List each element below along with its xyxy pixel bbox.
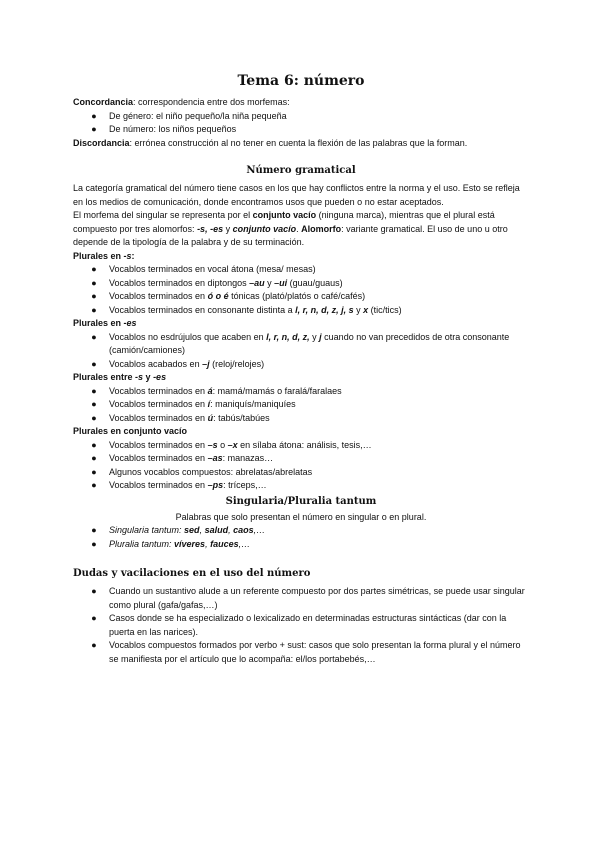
text: Vocablos terminados en: [109, 399, 208, 409]
singularia-subtitle: Palabras que solo presentan el número en singular o en plural.: [175, 511, 427, 522]
text: cuando no van precedidos de otra consonante (camión/camiones): [109, 331, 510, 355]
text: en sílaba átona: análisis, tesis,…: [237, 439, 372, 450]
text: El morfema del singular se representa por el: [73, 210, 253, 220]
text: ,: [199, 525, 205, 535]
list-item: [73, 277, 529, 291]
text-bold: víveres: [174, 538, 206, 549]
text-bold: á: [207, 385, 213, 396]
text: : manazas…: [222, 453, 274, 463]
subsection-heading-plurales-s: [73, 250, 529, 264]
bullet-icon: ●: [91, 480, 97, 490]
list-item: [73, 290, 529, 304]
text: Vocablos terminados en: [109, 412, 208, 423]
singularia-list: [73, 524, 529, 551]
text-bold: –au: [249, 277, 265, 288]
text: ,…: [238, 538, 251, 549]
text-bold: fauces: [210, 538, 239, 549]
text: ,…: [253, 525, 266, 535]
text-bold: j: [319, 331, 322, 342]
bullet-icon: ●: [91, 586, 97, 596]
text-bold: caos: [233, 525, 254, 535]
text: tónicas (plató/platós o café/cafés): [228, 291, 366, 301]
text-bold: y: [143, 372, 154, 382]
text-bold: Plurales en: [73, 318, 124, 328]
text: Vocablos no esdrújulos que acaben en: [109, 331, 267, 342]
list-item: [73, 538, 529, 552]
section-heading-singularia: Singularia/Pluralia tantum: [225, 495, 377, 507]
paragraph: La categoría gramatical del número tiene casos en los que hay conflictos entre la norma y el uso. Esto se refleja en los medios de comunicación, donde encontramos usos que pueden o no estar aceptados.: [73, 183, 520, 207]
text-bold: –ui: [274, 277, 288, 288]
discordancia-term: Discordancia: [73, 137, 130, 148]
text: (ninguna marca), mientras que el plural está compuesto por tres alomorfos:: [73, 210, 495, 234]
text-bold: -s: [123, 250, 132, 261]
list-item: [73, 304, 529, 318]
list-item: [73, 263, 529, 277]
text: Vocablos terminados en: [109, 439, 208, 450]
text-bold: :: [131, 250, 135, 261]
bullet-icon: ●: [91, 399, 97, 409]
text: ,: [228, 525, 234, 535]
bullet-icon: ●: [91, 613, 97, 623]
plurales-es-list: [73, 331, 529, 372]
text: : maniquís/maniquíes: [210, 399, 296, 409]
text: Vocablos terminados en diptongos: [109, 277, 250, 288]
text: y: [353, 304, 364, 315]
text-bold: l, r, n, d, z,: [266, 331, 310, 342]
text: Vocablos terminados en: [109, 291, 208, 301]
text: Vocablos terminados en: [109, 385, 208, 396]
list-item: [73, 385, 529, 399]
text: : tríceps,…: [223, 480, 267, 490]
list-item: [73, 452, 529, 466]
text: Algunos vocablos compuestos: abrelatas/abrelatas: [109, 466, 313, 477]
document-content: [73, 72, 529, 666]
discordancia-definition: [73, 137, 529, 151]
text: Vocablos acabados en: [109, 358, 203, 369]
dudas-list: [73, 585, 529, 666]
text: (reloj/relojes): [209, 358, 265, 369]
list-item: [73, 524, 529, 538]
text-bold: -es: [123, 318, 137, 328]
text: Singularia tantum:: [109, 525, 185, 535]
bullet-icon: ●: [91, 277, 97, 288]
text-bold: sed: [184, 525, 200, 535]
text-bold: –j: [202, 358, 210, 369]
text-bold: –x: [227, 439, 238, 450]
section-heading-dudas: Dudas y vacilaciones en el uso del número: [73, 568, 311, 579]
list-item: [73, 639, 529, 666]
text: o: [217, 439, 228, 450]
text-bold: o: [213, 291, 224, 301]
list-item: [73, 439, 529, 453]
text: y: [223, 223, 233, 234]
list-item: [73, 612, 529, 639]
text-bold: Plurales en conjunto vacío: [73, 426, 188, 436]
bullet-icon: ●: [91, 331, 97, 342]
text: Vocablos terminados en: [109, 453, 208, 463]
concordancia-def: : correspondencia entre dos morfemas:: [133, 97, 290, 107]
text: Vocablos terminados en vocal átona (mesa/ mesas): [109, 264, 316, 274]
list-item: [73, 398, 529, 412]
bullet-icon: ●: [91, 439, 97, 450]
list-item: [73, 466, 529, 480]
bullet-icon: ●: [91, 304, 97, 315]
text-bold: Alomorfo: [301, 223, 342, 234]
text-bold: –ps: [207, 480, 224, 490]
concordancia-term: Concordancia: [73, 97, 134, 107]
bullet-icon: ●: [91, 466, 97, 477]
list-item: [73, 123, 529, 137]
list-item: [73, 412, 529, 426]
bullet-icon: ●: [91, 110, 97, 121]
text: .: [296, 223, 302, 234]
text-bold: é: [223, 291, 229, 301]
text: Vocablos compuestos formados por verbo + sust: casos que solo presentan la forma plural y el número se manifiesta por el artículo que lo acompaña: el/los portabebés,…: [109, 640, 521, 664]
text-bold: -s: [135, 372, 144, 382]
text: : mamá/mamás o faralá/faralaes: [212, 385, 342, 396]
text-bold: í: [207, 399, 211, 409]
text: Vocablos terminados en consonante distinta a: [109, 304, 296, 315]
subsection-heading-plurales-entre: [73, 371, 529, 385]
plurales-s-list: [73, 263, 529, 317]
text-bold: salud: [204, 525, 229, 535]
list-item: [73, 110, 529, 124]
plurales-entre-list: [73, 385, 529, 426]
text-bold: conjunto vacío: [232, 223, 297, 234]
bullet-icon: ●: [91, 264, 97, 274]
bullet-icon: ●: [91, 124, 97, 134]
list-item: [73, 585, 529, 612]
text: y: [309, 331, 320, 342]
bullet-icon: ●: [91, 385, 97, 396]
text-bold: -s, -es: [197, 223, 224, 234]
text-bold: conjunto vacío: [252, 210, 317, 220]
text: (guau/guaus): [287, 277, 343, 288]
list-item: [73, 331, 529, 358]
subsection-heading-plurales-vacio: [73, 425, 529, 439]
bullet-icon: ●: [91, 291, 97, 301]
text: y: [264, 277, 275, 288]
text: Cuando un sustantivo alude a un referente compuesto por dos partes simétricas, se puede usar singular como plural (gafa/gafas,…): [109, 586, 525, 610]
page-title: Tema 6: número: [237, 73, 365, 89]
text-bold: l, r, n, d, z, j, s: [295, 304, 354, 315]
concordancia-list: [73, 110, 529, 137]
text: (tic/tics): [368, 304, 402, 315]
concordancia-definition: [73, 96, 529, 110]
text: : variante gramatical. El uso de uno u otro depende de la tipología de la palabra y de su terminación.: [73, 223, 508, 247]
discordancia-def: : errónea construcción al no tener en cuenta la flexión de las palabras que la forman.: [129, 137, 468, 148]
bullet-icon: ●: [91, 538, 97, 549]
text: : tabús/tabúes: [213, 412, 270, 423]
section-heading-numero-gramatical: Número gramatical: [246, 165, 356, 176]
list-item-text: De género: el niño pequeño/la niña pequeña: [109, 110, 287, 121]
plurales-vacio-list: [73, 439, 529, 493]
text-bold: x: [363, 304, 369, 315]
text-bold: -es: [153, 372, 167, 382]
text-bold: ú: [207, 412, 214, 423]
text: ,: [205, 538, 211, 549]
paragraph: [73, 209, 529, 250]
text: Casos donde se ha especializado o lexicalizado en determinadas estructuras sintácticas (dar con la puerta en las narices).: [109, 613, 507, 637]
text-bold: ó: [207, 291, 214, 301]
subsection-heading-plurales-es: [73, 317, 529, 331]
text: Vocablos terminados en: [109, 480, 208, 490]
list-item: [73, 479, 529, 493]
text: Pluralia tantum:: [109, 538, 175, 549]
bullet-icon: ●: [91, 358, 97, 369]
bullet-icon: ●: [91, 453, 97, 463]
bullet-icon: ●: [91, 412, 97, 423]
bullet-icon: ●: [91, 640, 97, 650]
text-bold: –s: [207, 439, 218, 450]
text-bold: –as: [207, 453, 223, 463]
text-bold: Plurales entre: [73, 372, 136, 382]
list-item-text: De número: los niños pequeños: [109, 124, 237, 134]
text-bold: Plurales en: [73, 250, 124, 261]
list-item: [73, 358, 529, 372]
bullet-icon: ●: [91, 525, 97, 535]
